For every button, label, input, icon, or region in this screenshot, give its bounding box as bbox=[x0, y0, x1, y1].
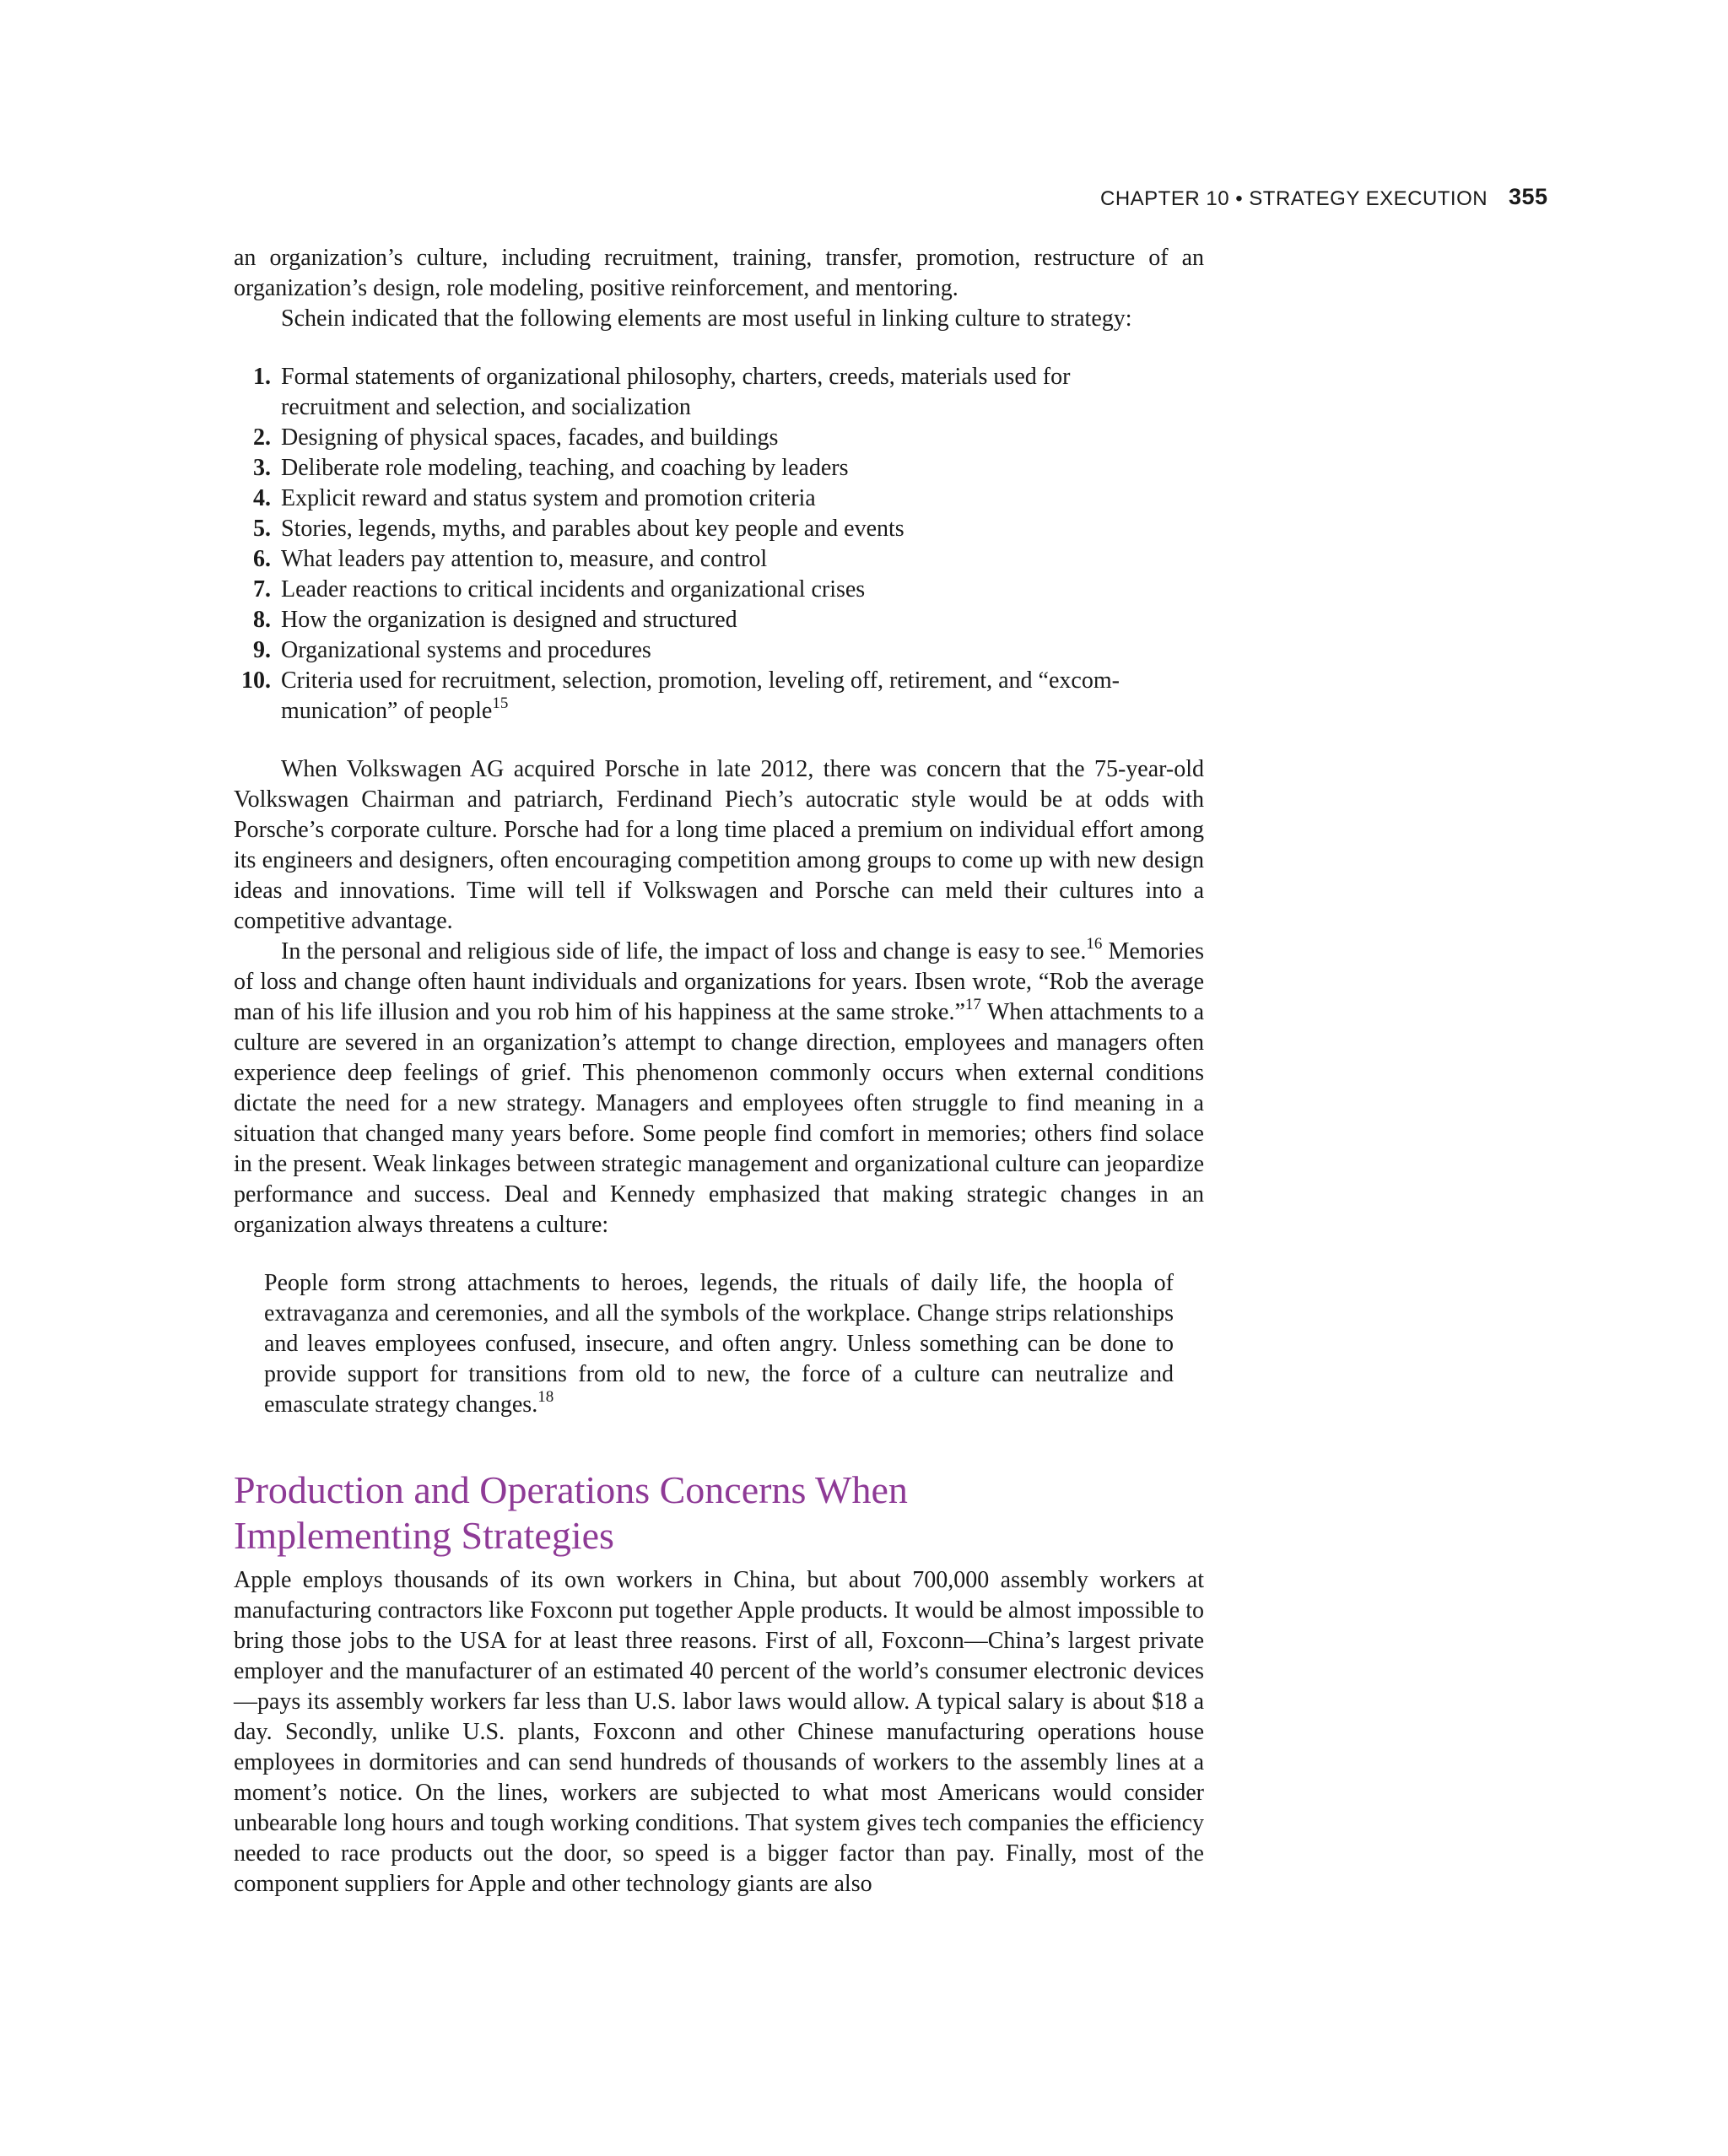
list-number: 4. bbox=[253, 485, 271, 511]
list-text: Deliberate role modeling, teaching, and coaching by leaders bbox=[281, 455, 849, 481]
paragraph-schein: Schein indicated that the following elements are most useful in linking culture to strategy: bbox=[281, 305, 1132, 332]
paragraph-loss bbox=[234, 937, 1204, 1240]
section-heading bbox=[234, 1467, 993, 1559]
list-item bbox=[234, 666, 1137, 727]
list-text: How the organization is designed and structured bbox=[281, 607, 737, 633]
list-item bbox=[234, 362, 1137, 423]
heading-line-1: Production and Operations Concerns When bbox=[234, 1468, 908, 1511]
list-number: 9. bbox=[253, 637, 271, 663]
list-item bbox=[234, 514, 1137, 544]
list-text: Stories, legends, myths, and parables about key people and events bbox=[281, 516, 904, 542]
list-item bbox=[234, 575, 1137, 605]
footnote-ref: 16 bbox=[1086, 935, 1103, 953]
quote-text: People form strong attachments to heroes, legends, the rituals of daily life, the hoopla of extravaganza and ceremonies, and all the symbols of the workplace. Change strips relationships and leaves employees confused, insecure, and often angry. Unless something can be done to provide support for transitions from old to new, the force of a culture can neutralize and emasculate strategy changes. bbox=[264, 1270, 1174, 1418]
list-number: 6. bbox=[253, 546, 271, 572]
list-text: Criteria used for recruitment, selection, promotion, leveling off, retirement, and “excom-munication” of people bbox=[281, 667, 1120, 724]
footnote-ref: 15 bbox=[492, 694, 509, 712]
list-text: Designing of physical spaces, facades, and buildings bbox=[281, 424, 779, 451]
list-number: 5. bbox=[253, 516, 271, 542]
list-item bbox=[234, 423, 1137, 453]
paragraph-volkswagen: When Volkswagen AG acquired Porsche in late 2012, there was concern that the 75-year-old Volkswagen Chairman and patriarch, Ferdinand Piech’s autocratic style would be at odds with Porsche’s corporate culture. Porsche had for a long time placed a premium on individual effort among its engineers and designers, often encouraging competition among groups to come up with new design ideas and innovations. Time will tell if Volkswagen and Porsche can meld their cultures into a competitive advantage. bbox=[234, 756, 1204, 934]
page-number: 355 bbox=[1509, 184, 1548, 209]
quote-paragraph bbox=[264, 1268, 1174, 1420]
list-text: What leaders pay attention to, measure, and control bbox=[281, 546, 768, 572]
footnote-ref: 18 bbox=[537, 1388, 554, 1406]
loss-text-b: Memories of loss and change often haunt individuals and organizations for years. Ibsen wrote, “Rob the average man of his life illusion and you rob him of his happiness at the same stroke.” bbox=[234, 938, 1204, 1025]
list-number: 7. bbox=[253, 576, 271, 602]
footnote-ref: 17 bbox=[964, 996, 981, 1013]
list-text: Leader reactions to critical incidents and organizational crises bbox=[281, 576, 866, 602]
list-item bbox=[234, 605, 1137, 635]
heading-line-2: Implementing Strategies bbox=[234, 1514, 614, 1557]
list-number: 10. bbox=[241, 667, 271, 694]
list-number: 8. bbox=[253, 607, 271, 633]
list-number: 2. bbox=[253, 424, 271, 451]
paragraph-apple: Apple employs thousands of its own workers in China, but about 700,000 assembly workers at manufacturing contractors like Foxconn put together Apple products. It would be almost impossible to bring those jobs to the USA for at least three reasons. First of all, Foxconn—China’s largest private employer and the manufacturer of an estimated 40 percent of the world’s consumer electronic devices—pays its assembly workers far less than U.S. labor laws would allow. A typical salary is about $18 a day. Secondly, unlike U.S. plants, Foxconn and other Chinese manufacturing operations house employees in dormitories and can send hundreds of thousands of workers to the assembly lines at a moment’s notice. On the lines, workers are subjected to what most Americans would consider unbearable long hours and tough working conditions. That system gives tech companies the efficiency needed to race products out the door, so speed is a bigger factor than pay. Finally, most of the component suppliers for Apple and other technology giants are also bbox=[234, 1567, 1204, 1897]
list-number: 1. bbox=[253, 364, 271, 390]
block-quote bbox=[264, 1268, 1174, 1420]
list-number: 3. bbox=[253, 455, 271, 481]
paragraph-continued: an organization’s culture, including recruitment, training, transfer, promotion, restructure of an organization’s design, role modeling, positive reinforcement, and mentoring. bbox=[234, 245, 1204, 301]
list-item bbox=[234, 484, 1137, 514]
list-text: Organizational systems and procedures bbox=[281, 637, 651, 663]
loss-text-a: In the personal and religious side of life, the impact of loss and change is easy to see. bbox=[281, 938, 1087, 965]
schein-list bbox=[234, 362, 1204, 727]
list-item bbox=[234, 635, 1137, 666]
list-text: Explicit reward and status system and promotion criteria bbox=[281, 485, 816, 511]
list-item bbox=[234, 544, 1137, 575]
chapter-title: CHAPTER 10 • STRATEGY EXECUTION bbox=[1100, 187, 1488, 210]
body-column bbox=[234, 243, 1204, 1899]
loss-text-c: When attachments to a culture are severed in an organization’s attempt to change direction, employees and managers often experience deep feelings of grief. This phenomenon commonly occurs when external conditions dictate the need for a new strategy. Managers and employees often struggle to find meaning in a situation that changed many years before. Some people find comfort in memories; others find solace in the present. Weak linkages between strategic management and organizational culture can jeopardize performance and success. Deal and Kennedy emphasized that making strategic changes in an organization always threatens a culture: bbox=[234, 999, 1205, 1238]
list-item bbox=[234, 453, 1137, 484]
list-text: Formal statements of organizational philosophy, charters, creeds, materials used for recruitment and selection, and socialization bbox=[281, 364, 1071, 420]
